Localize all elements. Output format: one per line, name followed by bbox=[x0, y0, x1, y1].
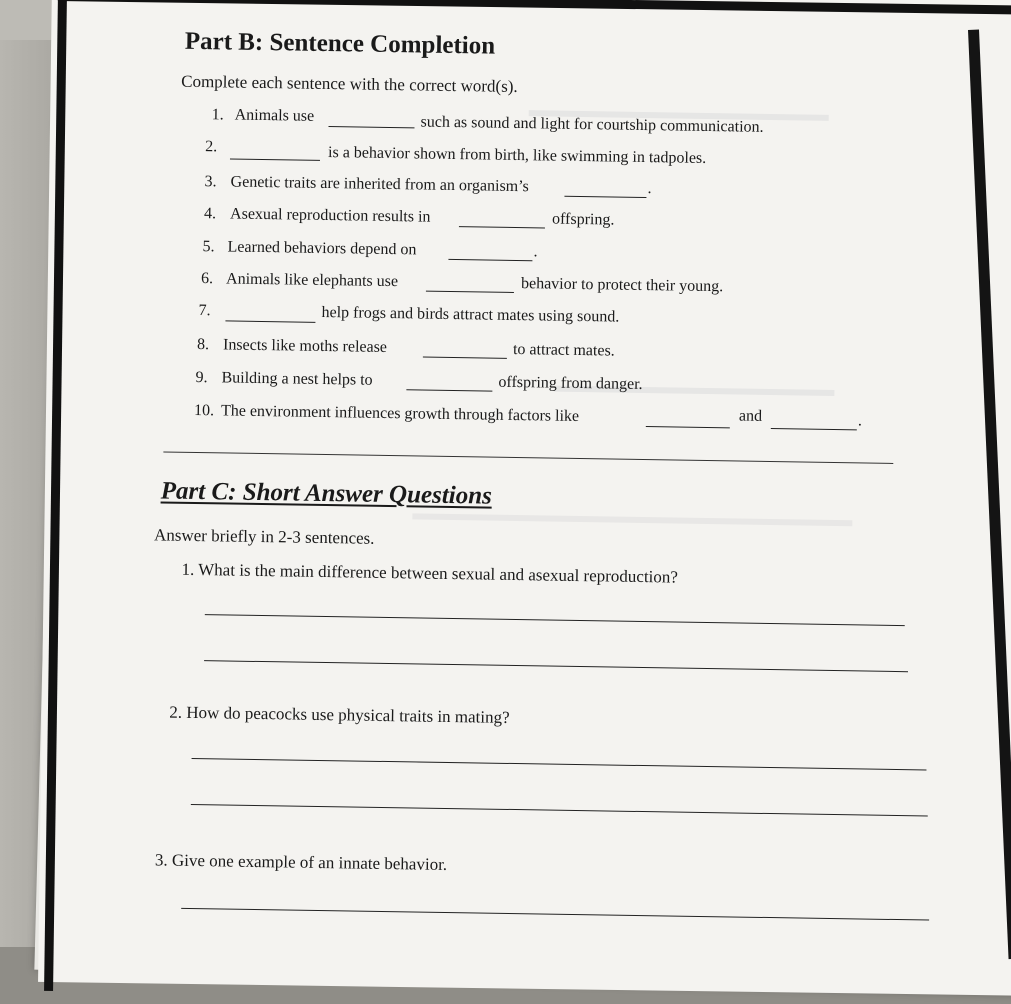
item-text: The environment influences growth through factors like bbox=[220, 402, 580, 426]
part-b-title: Part B: Sentence Completion bbox=[184, 27, 496, 60]
answer-blank[interactable] bbox=[406, 389, 492, 391]
item-text: Genetic traits are inherited from an organism’s bbox=[230, 173, 529, 196]
item-text: Asexual reproduction results in bbox=[229, 205, 431, 226]
item-number: 3. bbox=[204, 173, 217, 191]
item-number: 10. bbox=[193, 401, 215, 420]
part-c-instructions: Answer briefly in 2-3 sentences. bbox=[153, 525, 375, 548]
item-text: Building a nest helps to bbox=[221, 369, 373, 389]
answer-line[interactable] bbox=[191, 804, 928, 817]
item-number: 5. bbox=[202, 238, 215, 256]
item-text: such as sound and light for courtship communication. bbox=[420, 113, 764, 136]
item-number: 9. bbox=[195, 368, 208, 387]
part-c-title: Part C: Short Answer Questions bbox=[160, 477, 493, 510]
answer-blank[interactable] bbox=[459, 226, 545, 228]
question-text: 2. How do peacocks use physical traits in mating? bbox=[169, 702, 510, 727]
item-number: 8. bbox=[196, 335, 210, 354]
answer-line[interactable] bbox=[181, 908, 929, 921]
answer-line[interactable] bbox=[192, 758, 927, 771]
question-text: 1. What is the main difference between sexual and asexual reproduction? bbox=[181, 559, 679, 587]
item-text: to attract mates. bbox=[512, 340, 615, 360]
answer-blank[interactable] bbox=[646, 426, 730, 428]
answer-blank[interactable] bbox=[230, 158, 320, 160]
item-text: offspring. bbox=[551, 210, 615, 229]
answer-blank[interactable] bbox=[426, 291, 514, 293]
bleed-through bbox=[412, 513, 852, 526]
section-divider bbox=[163, 451, 893, 463]
answer-line[interactable] bbox=[205, 614, 905, 626]
item-number: 1. bbox=[211, 106, 224, 124]
answer-blank[interactable] bbox=[448, 259, 532, 261]
item-text: Learned behaviors depend on bbox=[227, 238, 417, 259]
item-text: behavior to protect their young. bbox=[520, 275, 724, 296]
item-number: 4. bbox=[203, 205, 217, 223]
answer-blank[interactable] bbox=[771, 428, 857, 430]
question-text: 3. Give one example of an innate behavior. bbox=[154, 850, 448, 874]
answer-line[interactable] bbox=[204, 660, 908, 672]
answer-blank[interactable] bbox=[328, 126, 414, 128]
answer-blank[interactable] bbox=[564, 196, 646, 198]
part-b-instructions: Complete each sentence with the correct word(s). bbox=[181, 71, 518, 96]
item-number: 7. bbox=[198, 302, 211, 320]
item-text: . bbox=[533, 243, 538, 261]
item-number: 2. bbox=[205, 138, 218, 156]
answer-blank[interactable] bbox=[225, 320, 315, 322]
item-text: . bbox=[647, 180, 652, 198]
item-text: and bbox=[738, 407, 763, 425]
item-text: Animals use bbox=[234, 106, 315, 125]
item-text: is a behavior shown from birth, like swimming in tadpoles. bbox=[327, 144, 707, 167]
item-text: Animals like elephants use bbox=[225, 270, 399, 291]
item-text: offspring from danger. bbox=[498, 373, 643, 393]
item-text: . bbox=[857, 412, 863, 430]
item-number: 6. bbox=[200, 270, 214, 288]
item-text: Insects like moths release bbox=[222, 336, 388, 356]
answer-blank[interactable] bbox=[423, 357, 507, 359]
item-text: help frogs and birds attract mates using sound. bbox=[321, 303, 620, 326]
